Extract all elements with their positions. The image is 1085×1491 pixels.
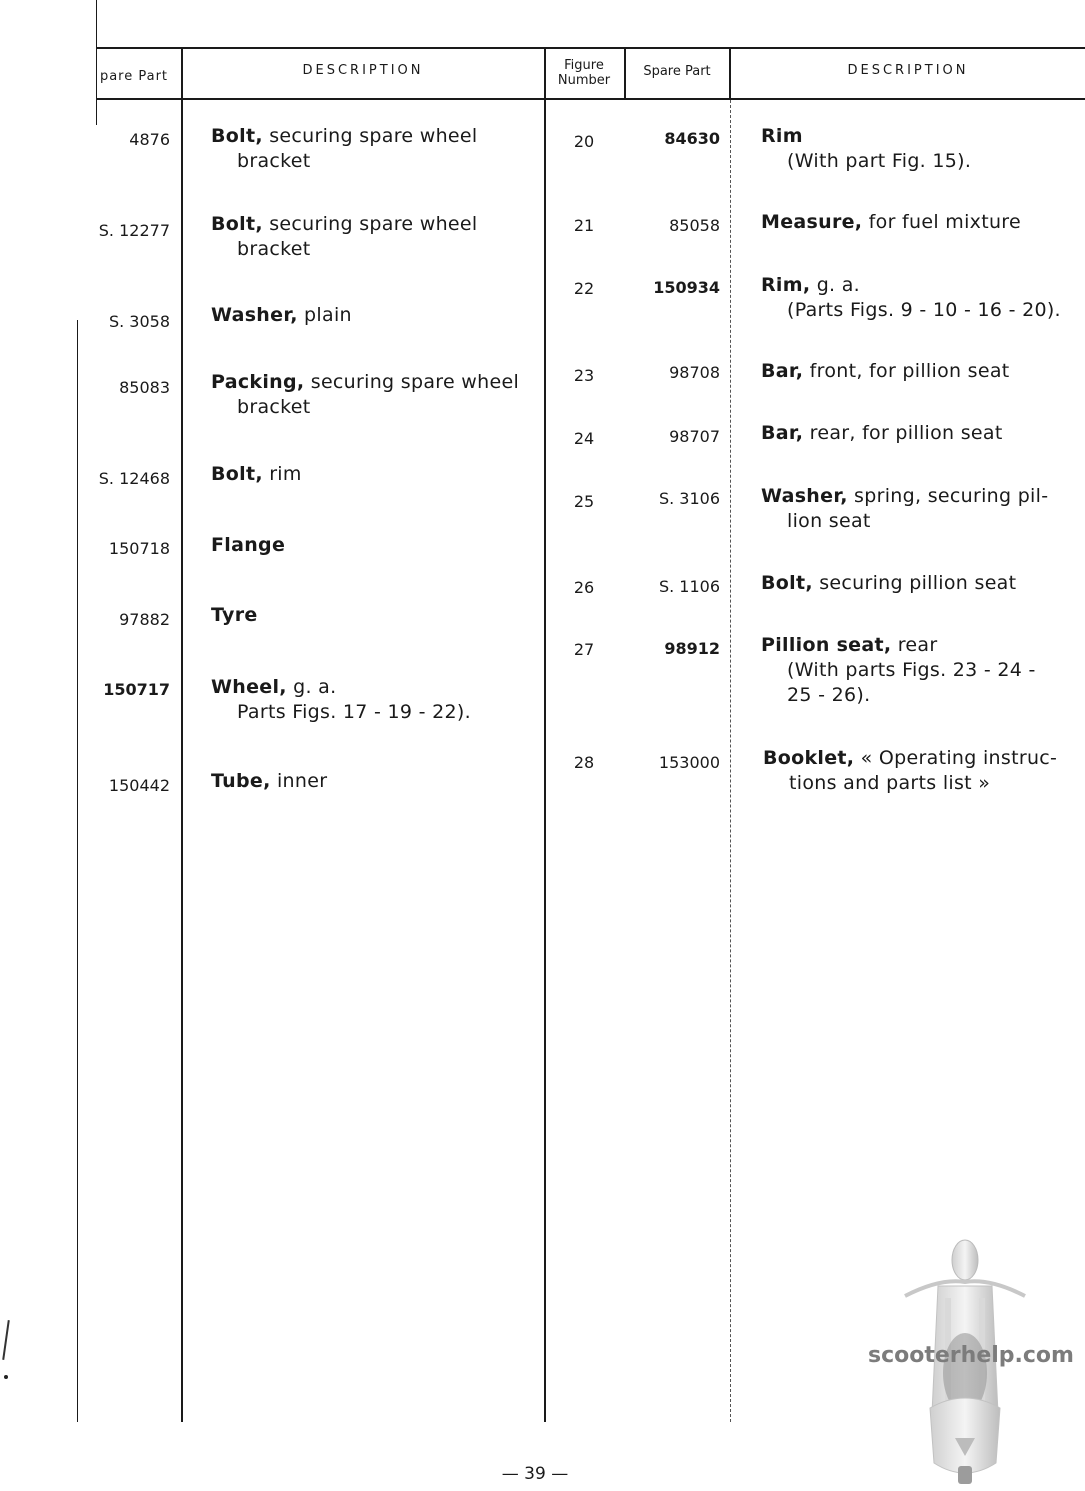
item-detail: « Operating instruc- bbox=[854, 747, 1058, 769]
left-description bbox=[211, 769, 541, 794]
right-part-number: 98707 bbox=[669, 427, 720, 446]
header-top-rule bbox=[96, 47, 1085, 49]
figure-number: 27 bbox=[573, 640, 595, 659]
right-part-number: 98708 bbox=[669, 363, 720, 382]
left-table-border bbox=[77, 320, 78, 1422]
item-detail: spring, securing pil- bbox=[847, 485, 1049, 507]
item-name: Rim bbox=[761, 125, 803, 147]
item-name: Tube, bbox=[211, 770, 271, 792]
item-name: Pillion seat, bbox=[761, 634, 892, 656]
right-description bbox=[763, 746, 1083, 796]
right-part-number: 84630 bbox=[664, 129, 720, 148]
item-name: Wheel, bbox=[211, 676, 287, 698]
item-detail: rear, for pillion seat bbox=[803, 422, 1003, 444]
watermark-text: scooterhelp.com bbox=[868, 1343, 1074, 1368]
item-name: Washer, bbox=[761, 485, 848, 507]
figure-number: 26 bbox=[573, 578, 595, 597]
item-name: Flange bbox=[211, 534, 286, 556]
item-detail-continued: Parts Figs. 17 - 19 - 22). bbox=[237, 701, 471, 723]
right-description bbox=[761, 484, 1083, 534]
header-right-spare-part: Spare Part bbox=[643, 64, 711, 79]
item-detail: securing spare wheel bbox=[262, 213, 478, 235]
right-description bbox=[761, 633, 1083, 708]
item-name: Bolt, bbox=[211, 213, 263, 235]
header-right-description: DESCRIPTION bbox=[847, 63, 969, 78]
left-description bbox=[211, 303, 541, 328]
left-part-number: 85083 bbox=[119, 378, 170, 397]
left-part-number: 150718 bbox=[108, 539, 170, 558]
figure-number: 28 bbox=[573, 753, 595, 772]
column-divider-1 bbox=[181, 47, 183, 1422]
left-part-number: 150442 bbox=[108, 776, 170, 795]
item-detail: rim bbox=[262, 463, 302, 485]
item-detail-continued: 25 - 26). bbox=[787, 684, 871, 706]
right-description bbox=[761, 210, 1083, 235]
left-margin-mark bbox=[2, 1320, 10, 1360]
left-part-number: S. 12277 bbox=[98, 221, 170, 240]
header-figure-label: Figure bbox=[564, 58, 604, 73]
item-detail: inner bbox=[270, 770, 328, 792]
item-name: Packing, bbox=[211, 371, 305, 393]
figure-number: 21 bbox=[573, 216, 595, 235]
right-part-number: 85058 bbox=[669, 216, 720, 235]
item-detail-continued: lion seat bbox=[787, 510, 871, 532]
figure-number: 22 bbox=[573, 279, 595, 298]
item-detail-continued: (With part Fig. 15). bbox=[787, 150, 972, 172]
page-number: — 39 — bbox=[501, 1464, 569, 1484]
column-divider-4-dashed bbox=[730, 100, 731, 1422]
left-part-number: S. 12468 bbox=[98, 469, 170, 488]
header-left-spare-part: pare Part bbox=[99, 69, 169, 84]
left-description bbox=[211, 675, 541, 725]
item-name: Bolt, bbox=[211, 125, 263, 147]
item-name: Tyre bbox=[211, 604, 258, 626]
item-detail-continued: bracket bbox=[237, 396, 311, 418]
item-detail: securing spare wheel bbox=[262, 125, 478, 147]
right-part-number: 150934 bbox=[653, 278, 720, 297]
item-name: Bolt, bbox=[211, 463, 263, 485]
item-detail-continued: tions and parts list » bbox=[789, 772, 991, 794]
item-detail-continued: (Parts Figs. 9 - 10 - 16 - 20). bbox=[787, 299, 1061, 321]
header-left-description: DESCRIPTION bbox=[302, 63, 424, 78]
left-margin-dot bbox=[4, 1375, 8, 1379]
item-detail-continued: bracket bbox=[237, 150, 311, 172]
item-detail-continued: (With parts Figs. 23 - 24 - bbox=[787, 659, 1036, 681]
item-detail: front, for pillion seat bbox=[803, 360, 1010, 382]
left-part-number: 4876 bbox=[129, 130, 170, 149]
left-part-number: 97882 bbox=[119, 610, 170, 629]
left-page-edge-line bbox=[96, 0, 97, 125]
item-name: Booklet, bbox=[763, 747, 855, 769]
item-detail: securing pillion seat bbox=[812, 572, 1017, 594]
left-description bbox=[211, 212, 541, 262]
column-divider-2 bbox=[544, 47, 546, 1422]
item-name: Bar, bbox=[761, 422, 804, 444]
item-detail: securing spare wheel bbox=[304, 371, 520, 393]
right-description bbox=[761, 359, 1083, 384]
left-description bbox=[211, 462, 541, 487]
header-number-label: Number bbox=[557, 73, 611, 88]
right-part-number: S. 1106 bbox=[658, 577, 720, 596]
item-detail: g. a. bbox=[286, 676, 337, 698]
right-part-number: 153000 bbox=[658, 753, 720, 772]
right-description bbox=[761, 273, 1083, 323]
header-bottom-rule bbox=[96, 98, 1085, 100]
figure-number: 25 bbox=[573, 492, 595, 511]
item-name: Measure, bbox=[761, 211, 863, 233]
item-detail: rear bbox=[891, 634, 938, 656]
item-detail: g. a. bbox=[810, 274, 861, 296]
item-name: Bar, bbox=[761, 360, 804, 382]
item-detail: for fuel mixture bbox=[862, 211, 1021, 233]
figure-number: 24 bbox=[573, 429, 595, 448]
left-part-number: 150717 bbox=[103, 680, 170, 699]
left-description bbox=[211, 603, 541, 628]
item-name: Washer, bbox=[211, 304, 298, 326]
left-description bbox=[211, 533, 541, 558]
left-part-number: S. 3058 bbox=[108, 312, 170, 331]
right-part-number: S. 3106 bbox=[658, 489, 720, 508]
figure-number: 20 bbox=[573, 132, 595, 151]
item-name: Rim, bbox=[761, 274, 811, 296]
right-description bbox=[761, 571, 1083, 596]
right-description bbox=[761, 421, 1083, 446]
item-detail: plain bbox=[297, 304, 352, 326]
item-detail-continued: bracket bbox=[237, 238, 311, 260]
header-figure-number bbox=[545, 58, 623, 88]
right-description bbox=[761, 124, 1083, 174]
right-part-number: 98912 bbox=[664, 639, 720, 658]
left-description bbox=[211, 370, 541, 420]
left-description bbox=[211, 124, 541, 174]
figure-number: 23 bbox=[573, 366, 595, 385]
item-name: Bolt, bbox=[761, 572, 813, 594]
